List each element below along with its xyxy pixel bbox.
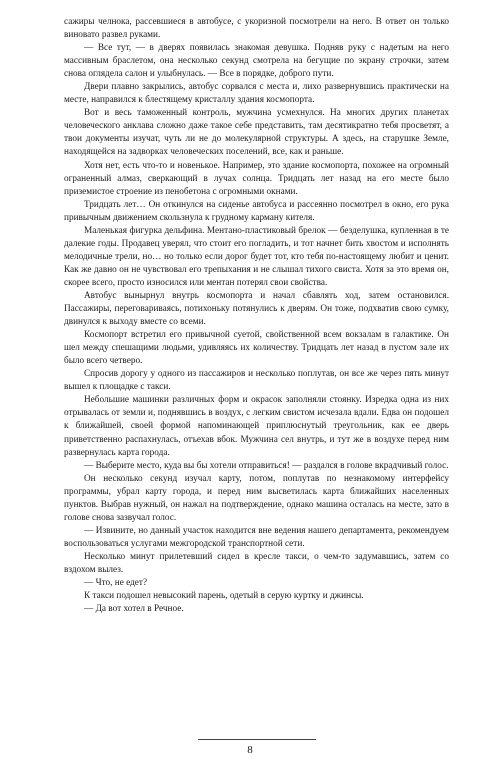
paragraph: Он несколько секунд изучал карту, потом, поплутав по незнакомому интерфейсу программы, убрал карту города, и перед ним высветилась карта ближайших населенных пунктов. Выбрав нужный, он нажал на подтверждение, однако машина осталась на месте, зато в голове снова зазвучал голос. (64, 473, 449, 523)
footer-rule (198, 739, 316, 740)
paragraph: — Выберите место, куда вы бы хотели отправиться! — раздался в голове вкрадчивый голос. (84, 460, 449, 471)
paragraph: — Да вот хотел в Речное. (84, 604, 184, 615)
paragraph: Двери плавно закрылись, автобус сорвался с места и, лихо развернувшись практически на месте, направился к блестящему кристаллу здания космопорта. (64, 82, 449, 106)
paragraph: Маленькая фигурка дельфина. Ментано-пластиковый брелок — безделушка, купленная в те далекие годы. Продавец уверял, что стоит его погладить, и тот начнет бить хвостом и исполнять мелодичные трели, но… но только если дорог будет тот, кто тебя по-настоящему любит и ценит. Как же давно он не чувствовал его трепыхания и не слышал тихого свиста. Хотя за это время он, скорее всего, просто износился или ментан потерял свои свойства. (64, 225, 449, 288)
paragraph: Автобус вынырнул внутрь космопорта и начал сбавлять ход, затем остановился. Пассажиры, переговариваясь, потихоньку потянулись к дверям. Он тоже, подхватив свою сумку, двинулся к выходу вместе со всеми. (64, 290, 449, 328)
body-text (64, 16, 449, 616)
paragraph: Космопорт встретил его привычной суетой, свойственной всем вокзалам в галактике. Он шел между спешащими людьми, удивляясь их количеству. Тридцать лет назад в пустом зале их было всего четверо. (64, 330, 449, 367)
paragraph: Спросив дорогу у одного из пассажиров и несколько поплутав, он все же через пять минут вышел к площадке с такси. (64, 369, 449, 393)
paragraph: Тридцать лет… Он откинулся на сиденье автобуса и рассеянно посмотрел в окно, его рука привычным движением скользнула к грудному карману кителя. (64, 199, 449, 223)
paragraph: Небольшие машинки различных форм и окрасок заполняли стоянку. Изредка одна из них отрывалась от земли и, поднявшись в воздух, с легким свистом исчезала вдали. Едва он подошел к ближайшей, своей формой напоминающей приплюснутый треугольник, как ее дверь приветственно распахнулась, отъехав вбок. Мужчина сел внутрь, и тут же в воздухе перед ним развернулась карта города. (64, 395, 449, 458)
paragraph: Хотя нет, есть что-то и новенькое. Например, это здание космопорта, похожее на огромный ограненный алмаз, сверкающий в лучах солнца. Тридцать лет назад на его месте было приземистое строение из пенобетона с огромными окнами. (64, 160, 449, 197)
paragraph: К такси подошел невысокий парень, одетый в серую куртку и джинсы. (84, 591, 364, 602)
paragraph: — Что, не едет? (84, 578, 148, 589)
paragraph: сажиры челнока, рассевшиеся в автобусе, с укоризной посмотрели на него. В ответ он только виновато развел руками. (64, 17, 449, 41)
paragraph: — Извините, но данный участок находится вне ведения нашего департамента, рекомендуем воспользоваться услугами межгородской транспортной сети. (64, 525, 449, 549)
paragraph: — Все тут, — в дверях появилась знакомая девушка. Подняв руку с надетым на него массивным браслетом, она несколько секунд смотрела на бегущие по экрану строчки, затем снова оглядела салон и улыбнулась. — Все в порядке, доброго пути. (64, 43, 449, 80)
paragraph: Несколько минут прилетевший сидел в кресле такси, о чем-то задумавшись, затем со вздохом вылез. (64, 551, 449, 575)
page-number: 8 (247, 744, 253, 756)
paragraph: Вот и весь таможенный контроль, мужчина усмехнулся. На многих других планетах человеческого анклава сложно даже такое себе представить, там десятикратно тебя просветят, а твои документы изучат, чуть ли не до молекулярной структуры. А здесь, на старушке Земле, находящейся на задворках человеческих поселений, все, как и раньше. (64, 108, 449, 158)
